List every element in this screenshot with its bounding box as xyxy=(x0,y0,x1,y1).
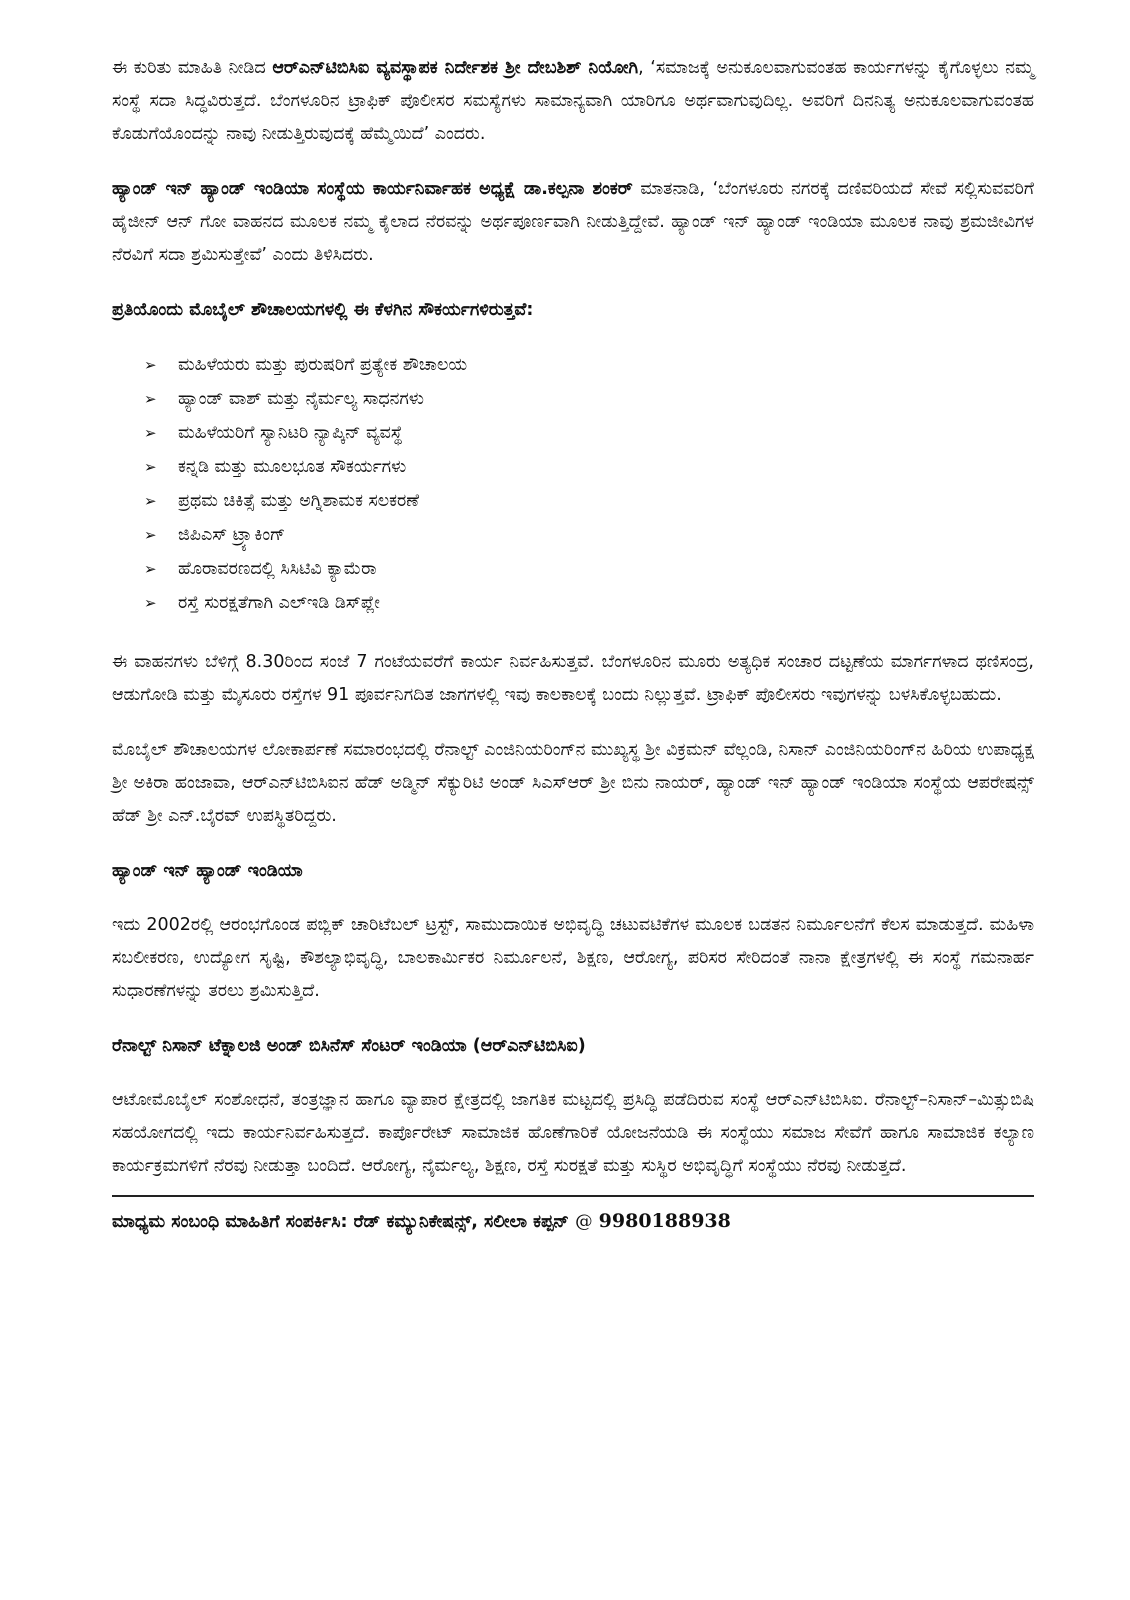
list-item xyxy=(144,552,1034,586)
paragraph-operating-hours: ಈ ವಾಹನಗಳು ಬೆಳಿಗ್ಗೆ 8.30ರಿಂದ ಸಂಜೆ 7 ಗಂಟೆಯವರೆಗೆ ಕಾರ್ಯ ನಿರ್ವಹಿಸುತ್ತವೆ. ಬೆಂಗಳೂರಿನ ಮೂರು ಅತ್ಯಧಿಕ ಸಂಚಾರ ದಟ್ಟಣೆಯ ಮಾರ್ಗಗಳಾದ ಥಣಿಸಂದ್ರ, ಆಡುಗೋಡಿ ಮತ್ತು ಮೈಸೂರು ರಸ್ತೆಗಳ 91 ಪೂರ್ವನಿಗದಿತ ಜಾಗಗಳಲ್ಲಿ ಇವು ಕಾಲಕಾಲಕ್ಕೆ ಬಂದು ನಿಲ್ಲುತ್ತವೆ. ಟ್ರಾಫಿಕ್ ಪೊಲೀಸರು ಇವುಗಳನ್ನು ಬಳಸಿಕೊಳ್ಳಬಹುದು. xyxy=(112,652,1034,705)
hand-in-hand-heading: ಹ್ಯಾಂಡ್ ಇನ್ ಹ್ಯಾಂಡ್ ಇಂಡಿಯಾ xyxy=(112,861,303,881)
arrow-bullet-icon: ➢ xyxy=(144,356,157,374)
list-item-text: ಪ್ರಥಮ ಚಿಕಿತ್ಸೆ ಮತ್ತು ಅಗ್ನಿಶಾಮಕ ಸಲಕರಣೆ xyxy=(178,491,420,511)
ceo-name: ಆರ್‌ಎನ್‌ಟಿಬಿಸಿಐ ವ್ಯವಸ್ಥಾಪಕ ನಿರ್ದೇಶಕ ಶ್ರೀ ದೇಬಶಿಶ್ ನಿಯೋಗಿ xyxy=(272,58,639,78)
paragraph-ceo-quote xyxy=(112,52,1034,151)
list-item xyxy=(144,450,1034,484)
list-item xyxy=(144,518,1034,552)
list-item-text: ಮಹಿಳೆಯರು ಮತ್ತು ಪುರುಷರಿಗೆ ಪ್ರತ್ಯೇಕ ಶೌಚಾಲಯ xyxy=(178,355,468,375)
features-list xyxy=(112,348,1034,620)
list-item xyxy=(144,484,1034,518)
list-item xyxy=(144,348,1034,382)
paragraph-chairperson-quote-text: ಮಾತನಾಡಿ, ‘ಬೆಂಗಳೂರು ನಗರಕ್ಕೆ ದಣಿವರಿಯದೆ ಸೇವೆ ಸಲ್ಲಿಸುವವರಿಗೆ ಹೈಜೀನ್ ಆನ್ ಗೋ ವಾಹನದ ಮೂಲಕ ನಮ್ಮ ಕೈಲಾದ ನೆರವನ್ನು ಅರ್ಥಪೂರ್ಣವಾಗಿ ನೀಡುತ್ತಿದ್ದೇವೆ. ಹ್ಯಾಂಡ್ ಇನ್ ಹ್ಯಾಂಡ್ ಇಂಡಿಯಾ ಮೂಲಕ ನಾವು ಶ್ರಮಜೀವಿಗಳ ನೆರವಿಗೆ ಸದಾ ಶ್ರಮಿಸುತ್ತೇವೆ’ ಎಂದು ತಿಳಿಸಿದರು. xyxy=(112,179,1034,265)
arrow-bullet-icon: ➢ xyxy=(144,424,157,442)
paragraph-ceo-lead: ಈ ಕುರಿತು ಮಾಹಿತಿ ನೀಡಿದ xyxy=(112,58,273,78)
rntbci-heading: ರೆನಾಲ್ಟ್ ನಿಸಾನ್ ಟೆಕ್ನಾಲಜಿ ಅಂಡ್ ಬಿಸಿನೆಸ್ ಸೆಂಟರ್ ಇಂಡಿಯಾ (ಆರ್‌ಎನ್‌ಟಿಬಿಸಿಐ) xyxy=(112,1036,586,1056)
arrow-bullet-icon: ➢ xyxy=(144,390,157,408)
features-heading: ಪ್ರತಿಯೊಂದು ಮೊಬೈಲ್ ಶೌಚಾಲಯಗಳಲ್ಲಿ ಈ ಕೆಳಗಿನ ಸೌಕರ್ಯಗಳಿರುತ್ತವೆ: xyxy=(112,300,534,320)
list-item-text: ಕನ್ನಡಿ ಮತ್ತು ಮೂಲಭೂತ ಸೌಕರ್ಯಗಳು xyxy=(178,457,407,477)
paragraph-rntbci: ಆಟೋಮೊಬೈಲ್ ಸಂಶೋಧನೆ, ತಂತ್ರಜ್ಞಾನ ಹಾಗೂ ವ್ಯಾಪಾರ ಕ್ಷೇತ್ರದಲ್ಲಿ ಜಾಗತಿಕ ಮಟ್ಟದಲ್ಲಿ ಪ್ರಸಿದ್ಧಿ ಪಡೆದಿರುವ ಸಂಸ್ಥೆ ಆರ್‌ಎನ್‌ಟಿಬಿಸಿಐ. ರೆನಾಲ್ಟ್–ನಿಸಾನ್–ಮಿತ್ಸುಬಿಷಿ ಸಹಯೋಗದಲ್ಲಿ ಇದು ಕಾರ್ಯನಿರ್ವಹಿಸುತ್ತದೆ. ಕಾರ್ಪೊರೇಟ್ ಸಾಮಾಜಿಕ ಹೊಣೆಗಾರಿಕೆ ಯೋಜನೆಯಡಿ ಈ ಸಂಸ್ಥೆಯು ಸಮಾಜ ಸೇವೆಗೆ ಹಾಗೂ ಸಾಮಾಜಿಕ ಕಲ್ಯಾಣ ಕಾರ್ಯಕ್ರಮಗಳಿಗೆ ನೆರವು ನೀಡುತ್ತಾ ಬಂದಿದೆ. ಆರೋಗ್ಯ, ನೈರ್ಮಲ್ಯ, ಶಿಕ್ಷಣ, ರಸ್ತೆ ಸುರಕ್ಷತೆ ಮತ್ತು ಸುಸ್ಥಿರ ಅಭಿವೃದ್ಧಿಗೆ ಸಂಸ್ಥೆಯು ನೆರವು ನೀಡುತ್ತದೆ. xyxy=(112,1090,1034,1176)
divider xyxy=(112,1195,1034,1197)
list-item xyxy=(144,382,1034,416)
paragraph-dignitaries: ಮೊಬೈಲ್ ಶೌಚಾಲಯಗಳ ಲೋಕಾರ್ಪಣೆ ಸಮಾರಂಭದಲ್ಲಿ ರೆನಾಲ್ಟ್ ಎಂಜಿನಿಯರಿಂಗ್‌ನ ಮುಖ್ಯಸ್ಥ ಶ್ರೀ ವಿಕ್ರಮನ್ ವೆಲ್ಲಂಡಿ, ನಿಸಾನ್ ಎಂಜಿನಿಯರಿಂಗ್‌ನ ಹಿರಿಯ ಉಪಾಧ್ಯಕ್ಷ ಶ್ರೀ ಅಕಿರಾ ಹಂಜಾವಾ, ಆರ್‌ಎನ್‌ಟಿಬಿಸಿಐನ ಹೆಡ್ ಅಡ್ಮಿನ್ ಸೆಕ್ಯುರಿಟಿ ಅಂಡ್ ಸಿಎಸ್‌ಆರ್ ಶ್ರೀ ಬಿನು ನಾಯರ್, ಹ್ಯಾಂಡ್ ಇನ್ ಹ್ಯಾಂಡ್ ಇಂಡಿಯಾ ಸಂಸ್ಥೆಯ ಆಪರೇಷನ್ಸ್ ಹೆಡ್ ಶ್ರೀ ಎನ್.ಬೈರವ್ ಉಪಸ್ಥಿತರಿದ್ದರು. xyxy=(112,740,1034,826)
contact-phone: 9980188938 xyxy=(598,1210,731,1232)
list-item-text: ಹ್ಯಾಂಡ್ ವಾಶ್ ಮತ್ತು ನೈರ್ಮಲ್ಯ ಸಾಧನಗಳು xyxy=(178,389,424,409)
arrow-bullet-icon: ➢ xyxy=(144,560,157,578)
chairperson-name: ಹ್ಯಾಂಡ್ ಇನ್ ಹ್ಯಾಂಡ್ ಇಂಡಿಯಾ ಸಂಸ್ಥೆಯ ಕಾರ್ಯನಿರ್ವಾಹಕ ಅಧ್ಯಕ್ಷೆ ಡಾ.ಕಲ್ಪನಾ ಶಂಕರ್ xyxy=(112,179,633,199)
list-item-text: ಮಹಿಳೆಯರಿಗೆ ಸ್ಯಾನಿಟರಿ ನ್ಯಾಪ್ಕಿನ್ ವ್ಯವಸ್ಥೆ xyxy=(178,423,403,443)
paragraph-chairperson-quote xyxy=(112,173,1034,272)
media-contact xyxy=(112,1205,1034,1238)
list-item-text: ರಸ್ತೆ ಸುರಕ್ಷತೆಗಾಗಿ ಎಲ್‌ಇಡಿ ಡಿಸ್‌ಪ್ಲೇ xyxy=(178,593,380,613)
list-item-text: ಜಿಪಿಎಸ್ ಟ್ರ್ಯಾಕಿಂಗ್ xyxy=(178,525,286,545)
paragraph-ceo-quote-text: , ‘ಸಮಾಜಕ್ಕೆ ಅನುಕೂಲವಾಗುವಂತಹ ಕಾರ್ಯಗಳನ್ನು ಕೈಗೊಳ್ಳಲು ನಮ್ಮ ಸಂಸ್ಥೆ ಸದಾ ಸಿದ್ಧವಿರುತ್ತದೆ. ಬೆಂಗಳೂರಿನ ಟ್ರಾಫಿಕ್ ಪೊಲೀಸರ ಸಮಸ್ಯೆಗಳು ಸಾಮಾನ್ಯವಾಗಿ ಯಾರಿಗೂ ಅರ್ಥವಾಗುವುದಿಲ್ಲ. ಅವರಿಗೆ ದಿನನಿತ್ಯ ಅನುಕೂಲವಾಗುವಂತಹ ಕೊಡುಗೆಯೊಂದನ್ನು ನಾವು ನೀಡುತ್ತಿರುವುದಕ್ಕೆ ಹೆಮ್ಮೆಯಿದೆ’ ಎಂದರು. xyxy=(112,58,1034,144)
paragraph-hand-in-hand: ಇದು 2002ರಲ್ಲಿ ಆರಂಭಗೊಂಡ ಪಬ್ಲಿಕ್ ಚಾರಿಟೆಬಲ್ ಟ್ರಸ್ಟ್, ಸಾಮುದಾಯಿಕ ಅಭಿವೃದ್ಧಿ ಚಟುವಟಿಕೆಗಳ ಮೂಲಕ ಬಡತನ ನಿರ್ಮೂಲನೆಗೆ ಕೆಲಸ ಮಾಡುತ್ತದೆ. ಮಹಿಳಾ ಸಬಲೀಕರಣ, ಉದ್ಯೋಗ ಸೃಷ್ಟಿ, ಕೌಶಲ್ಯಾಭಿವೃದ್ಧಿ, ಬಾಲಕಾರ್ಮಿಕರ ನಿರ್ಮೂಲನೆ, ಶಿಕ್ಷಣ, ಆರೋಗ್ಯ, ಪರಿಸರ ಸೇರಿದಂತೆ ನಾನಾ ಕ್ಷೇತ್ರಗಳಲ್ಲಿ ಈ ಸಂಸ್ಥೆ ಗಮನಾರ್ಹ ಸುಧಾರಣೆಗಳನ್ನು ತರಲು ಶ್ರಮಿಸುತ್ತಿದೆ. xyxy=(112,915,1034,1001)
list-item xyxy=(144,586,1034,620)
arrow-bullet-icon: ➢ xyxy=(144,526,157,544)
list-item-text: ಹೊರಾವರಣದಲ್ಲಿ ಸಿಸಿಟಿವಿ ಕ್ಯಾಮೆರಾ xyxy=(178,559,377,579)
media-contact-label: ಮಾಧ್ಯಮ ಸಂಬಂಧಿ ಮಾಹಿತಿಗೆ ಸಂಪರ್ಕಿಸಿ: ರೆಡ್ ಕಮ್ಯುನಿಕೇಷನ್ಸ್, ಸಲೀಲಾ ಕಪ್ಪನ್ xyxy=(112,1212,569,1232)
arrow-bullet-icon: ➢ xyxy=(144,492,157,510)
arrow-bullet-icon: ➢ xyxy=(144,594,157,612)
at-sign: @ xyxy=(575,1212,593,1232)
arrow-bullet-icon: ➢ xyxy=(144,458,157,476)
list-item xyxy=(144,416,1034,450)
